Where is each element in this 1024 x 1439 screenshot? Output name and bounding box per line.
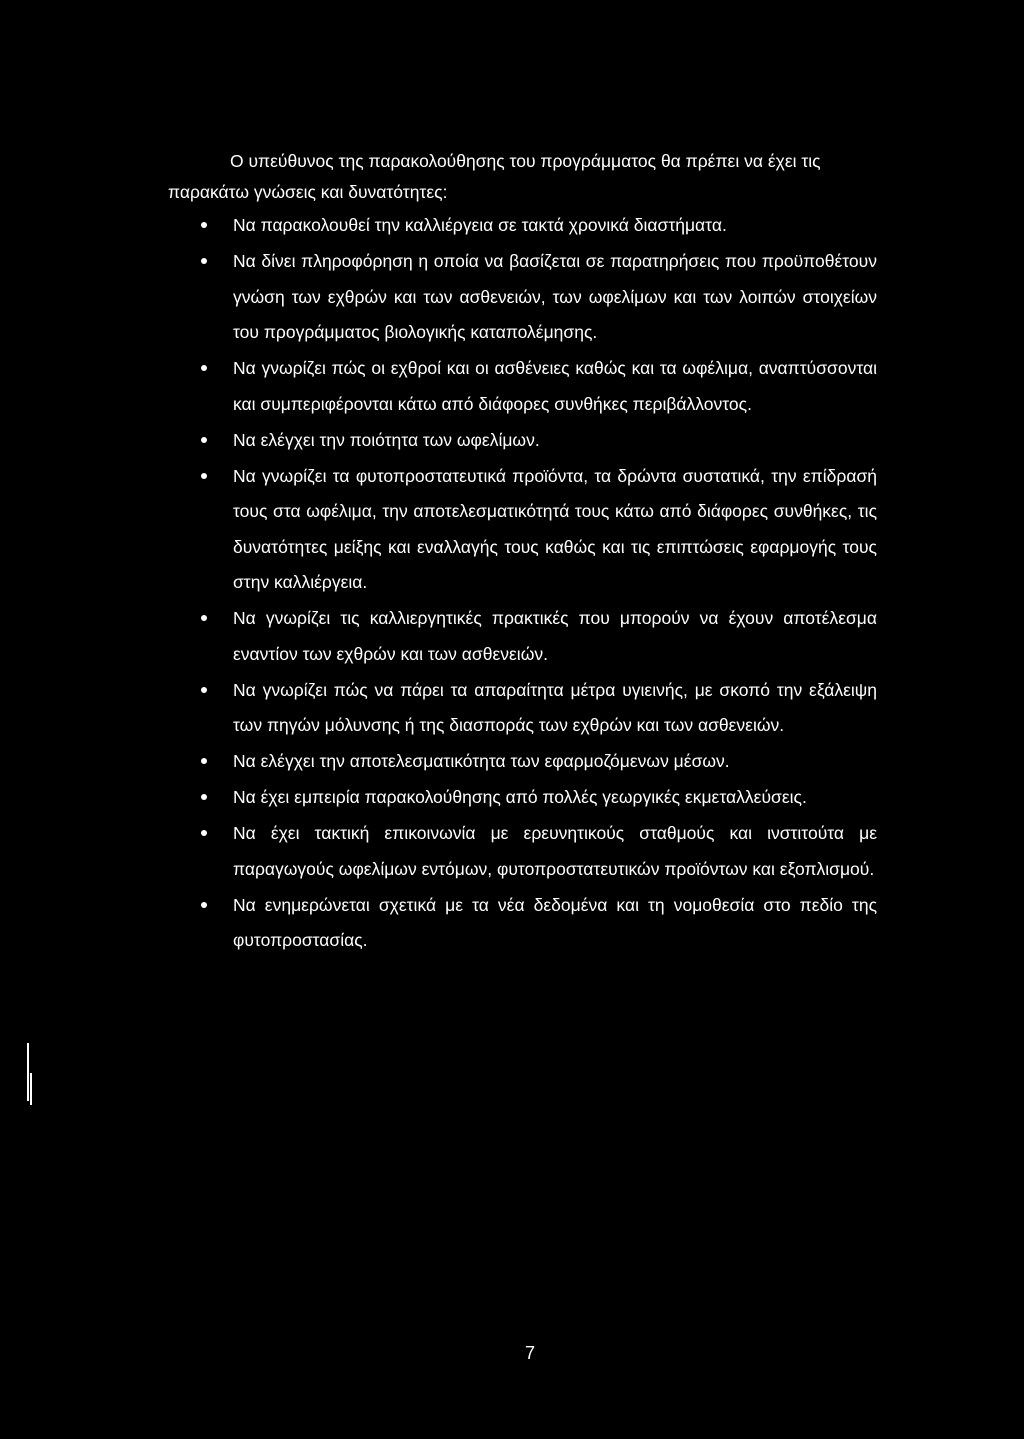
bullet-icon (201, 437, 207, 443)
bullet-icon (201, 473, 207, 479)
bullet-icon (201, 615, 207, 621)
page-number: 7 (524, 1343, 535, 1363)
list-item (233, 208, 877, 244)
bullet-icon (201, 758, 207, 764)
requirements-list (0, 208, 1024, 959)
list-item (233, 816, 877, 887)
list-item (233, 244, 877, 351)
bullet-icon (201, 687, 207, 693)
list-item-text: Να γνωρίζει τα φυτοπροστατευτικά προϊόντα, τα δρώντα συστατικά, την επίδρασή τους στα ωφέλιμα, την αποτελεσματικότητά τους κάτω από διάφορες συνθήκες, τις δυνατότητες μείξης και εναλλαγής τους καθώς και τις επιπτώσεις εφαρμογής τους στην καλλιέργεια. (233, 465, 877, 592)
list-item (233, 459, 877, 601)
bullet-icon (201, 794, 207, 800)
bullet-icon (201, 902, 207, 908)
list-item (233, 780, 877, 816)
intro-paragraph: Ο υπεύθυνος της παρακολούθησης του προγράμματος θα πρέπει να έχει τις παρακάτω γνώσεις και δυνατότητες: (168, 151, 821, 202)
list-item-text: Να γνωρίζει πώς οι εχθροί και οι ασθένειες καθώς και τα ωφέλιμα, αναπτύσσονται και συμπεριφέρονται κάτω από διάφορες συνθήκες περιβάλλοντος. (233, 358, 877, 414)
bullet-icon (201, 365, 207, 371)
list-item-text: Να ελέγχει την ποιότητα των ωφελίμων. (233, 429, 540, 450)
list-item-text: Να παρακολουθεί την καλλιέργεια σε τακτά χρονικά διαστήματα. (233, 215, 727, 235)
list-item-text: Να έχει τακτική επικοινωνία με ερευνητικούς σταθμούς και ινστιτούτα με παραγωγούς ωφελίμων εντόμων, φυτοπροστατευτικών προϊόντων και εξοπλισμού. (233, 823, 877, 879)
bullet-icon (201, 830, 207, 836)
list-item-text: Να ελέγχει την αποτελεσματικότητα των εφαρμοζόμενων μέσων. (233, 751, 730, 771)
list-item (233, 601, 877, 672)
list-item (233, 888, 877, 959)
list-item (233, 744, 877, 780)
bullet-icon (201, 222, 207, 228)
list-item-text: Να δίνει πληροφόρηση η οποία να βασίζεται σε παρατηρήσεις που προϋποθέτουν γνώση των εχθρών και των ασθενειών, των ωφελίμων και των λοιπών στοιχείων του προγράμματος βιολογικής καταπολέμησης. (233, 251, 877, 342)
list-item-text: Να ενημερώνεται σχετικά με τα νέα δεδομένα και τη νομοθεσία στο πεδίο της φυτοπροστασίας. (233, 894, 877, 950)
list-item-text: Να έχει εμπειρία παρακολούθησης από πολλές γεωργικές εκμεταλλεύσεις. (233, 787, 807, 807)
margin-mark (27, 1043, 29, 1101)
list-item-text: Να γνωρίζει πώς να πάρει τα απαραίτητα μέτρα υγιεινής, με σκοπό την εξάλειψη των πηγών μόλυνσης ή της διασποράς των εχθρών και των ασθενειών. (233, 679, 877, 735)
bullet-icon (201, 258, 207, 264)
list-item (233, 351, 877, 422)
list-item-text: Να γνωρίζει τις καλλιεργητικές πρακτικές που μπορούν να έχουν αποτέλεσμα εναντίον των εχθρών και των ασθενειών. (233, 608, 877, 664)
list-item (233, 423, 877, 459)
margin-mark (30, 1073, 32, 1105)
list-item (233, 673, 877, 744)
